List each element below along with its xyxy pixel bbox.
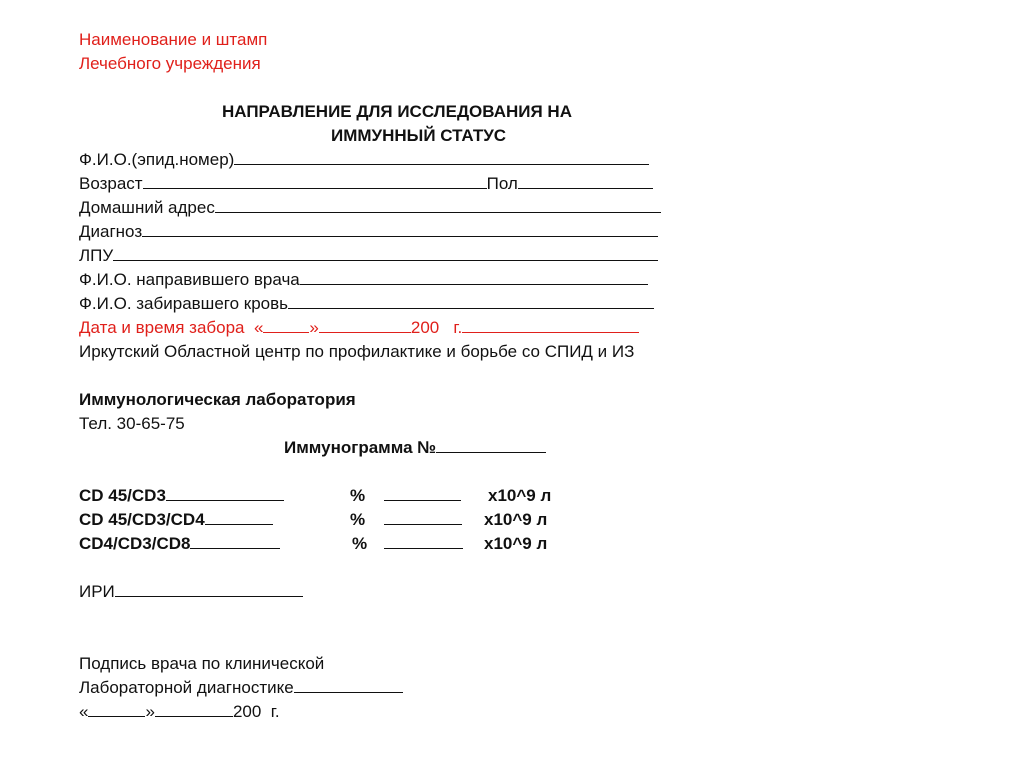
field-blood-taker-label: Ф.И.О. забиравшего кровь (79, 294, 289, 313)
lab-phone: Тел. 30-65-75 (79, 414, 185, 433)
sampling-month-blank[interactable] (319, 317, 411, 333)
document-title-line1: НАПРАВЛЕНИЕ ДЛЯ ИССЛЕДОВАНИЯ НА (222, 102, 572, 121)
row-name: CD4/CD3/CD8 (79, 534, 191, 553)
sampling-day-blank[interactable] (263, 317, 309, 333)
row-abs-blank[interactable] (384, 509, 462, 525)
table-row (79, 533, 280, 555)
stamp-label-line1: Наименование и штамп (79, 30, 268, 49)
signature-label-line2: Лабораторной диагностике (79, 678, 294, 697)
field-diagnosis-label: Диагноз (79, 222, 143, 241)
field-blood-taker (79, 293, 654, 315)
field-address-blank[interactable] (215, 197, 661, 213)
row-unit: x10^9 л (484, 534, 548, 553)
field-fio (79, 149, 649, 171)
row-value-blank[interactable] (166, 485, 284, 501)
row-abs-blank-wrap (384, 533, 463, 555)
document-title-line2: ИММУННЫЙ СТАТУС (331, 126, 507, 145)
immunogram-number-blank[interactable] (436, 437, 546, 453)
row-abs-blank[interactable] (384, 485, 461, 501)
field-address (79, 197, 661, 219)
row-value-blank[interactable] (205, 509, 273, 525)
row-abs-blank[interactable] (384, 533, 463, 549)
field-fio-label: Ф.И.О.(эпид.номер) (79, 150, 235, 169)
field-diagnosis (79, 221, 658, 243)
signature-date (79, 701, 280, 723)
table-row (79, 509, 273, 531)
field-referring-doctor-blank[interactable] (300, 269, 648, 285)
sampling-time-blank[interactable] (462, 317, 639, 333)
row-name: CD 45/CD3/CD4 (79, 510, 205, 529)
lab-name: Иммунологическая лаборатория (79, 390, 356, 409)
field-sex-label: Пол (486, 174, 518, 193)
signature-year: 200 г. (232, 702, 280, 721)
field-blood-taker-blank[interactable] (288, 293, 654, 309)
signature-day-blank[interactable] (88, 701, 145, 717)
signature-line (79, 677, 403, 699)
field-diagnosis-blank[interactable] (142, 221, 658, 237)
field-age-blank[interactable] (143, 173, 487, 189)
signature-label-line1: Подпись врача по клинической (79, 654, 325, 673)
field-age-sex (79, 173, 653, 195)
row-unit: x10^9 л (484, 510, 548, 529)
row-percent: % (352, 534, 368, 553)
field-address-label: Домашний адрес (79, 198, 215, 217)
field-lpu-blank[interactable] (113, 245, 658, 261)
iri-label: ИРИ (79, 582, 115, 601)
signature-quote-close: » (145, 702, 155, 721)
sampling-year: 200 г. (410, 318, 463, 337)
field-sex-blank[interactable] (518, 173, 653, 189)
table-row (79, 485, 284, 507)
field-sampling-datetime (79, 317, 639, 339)
signature-quote-open: « (79, 702, 89, 721)
row-name: CD 45/CD3 (79, 486, 166, 505)
field-referring-doctor (79, 269, 648, 291)
sampling-label: Дата и время забора « (79, 318, 264, 337)
signature-blank[interactable] (294, 677, 403, 693)
signature-month-blank[interactable] (155, 701, 233, 717)
row-value-blank[interactable] (190, 533, 280, 549)
field-lpu (79, 245, 658, 267)
row-abs-blank-wrap (384, 509, 462, 531)
stamp-label-line2: Лечебного учреждения (79, 54, 261, 73)
center-name: Иркутский Областной центр по профилактике и борьбе со СПИД и ИЗ (79, 342, 635, 361)
field-age-label: Возраст (79, 174, 143, 193)
immunogram-label: Иммунограмма № (284, 438, 437, 457)
immunogram-title (284, 437, 546, 459)
row-percent: % (350, 510, 366, 529)
field-referring-doctor-label: Ф.И.О. направившего врача (79, 270, 300, 289)
field-iri (79, 581, 303, 603)
row-percent: % (350, 486, 366, 505)
sampling-quote-close: » (309, 318, 319, 337)
row-unit: x10^9 л (488, 486, 552, 505)
field-fio-blank[interactable] (234, 149, 649, 165)
field-lpu-label: ЛПУ (79, 246, 114, 265)
iri-blank[interactable] (115, 581, 303, 597)
row-abs-blank-wrap (384, 485, 461, 507)
